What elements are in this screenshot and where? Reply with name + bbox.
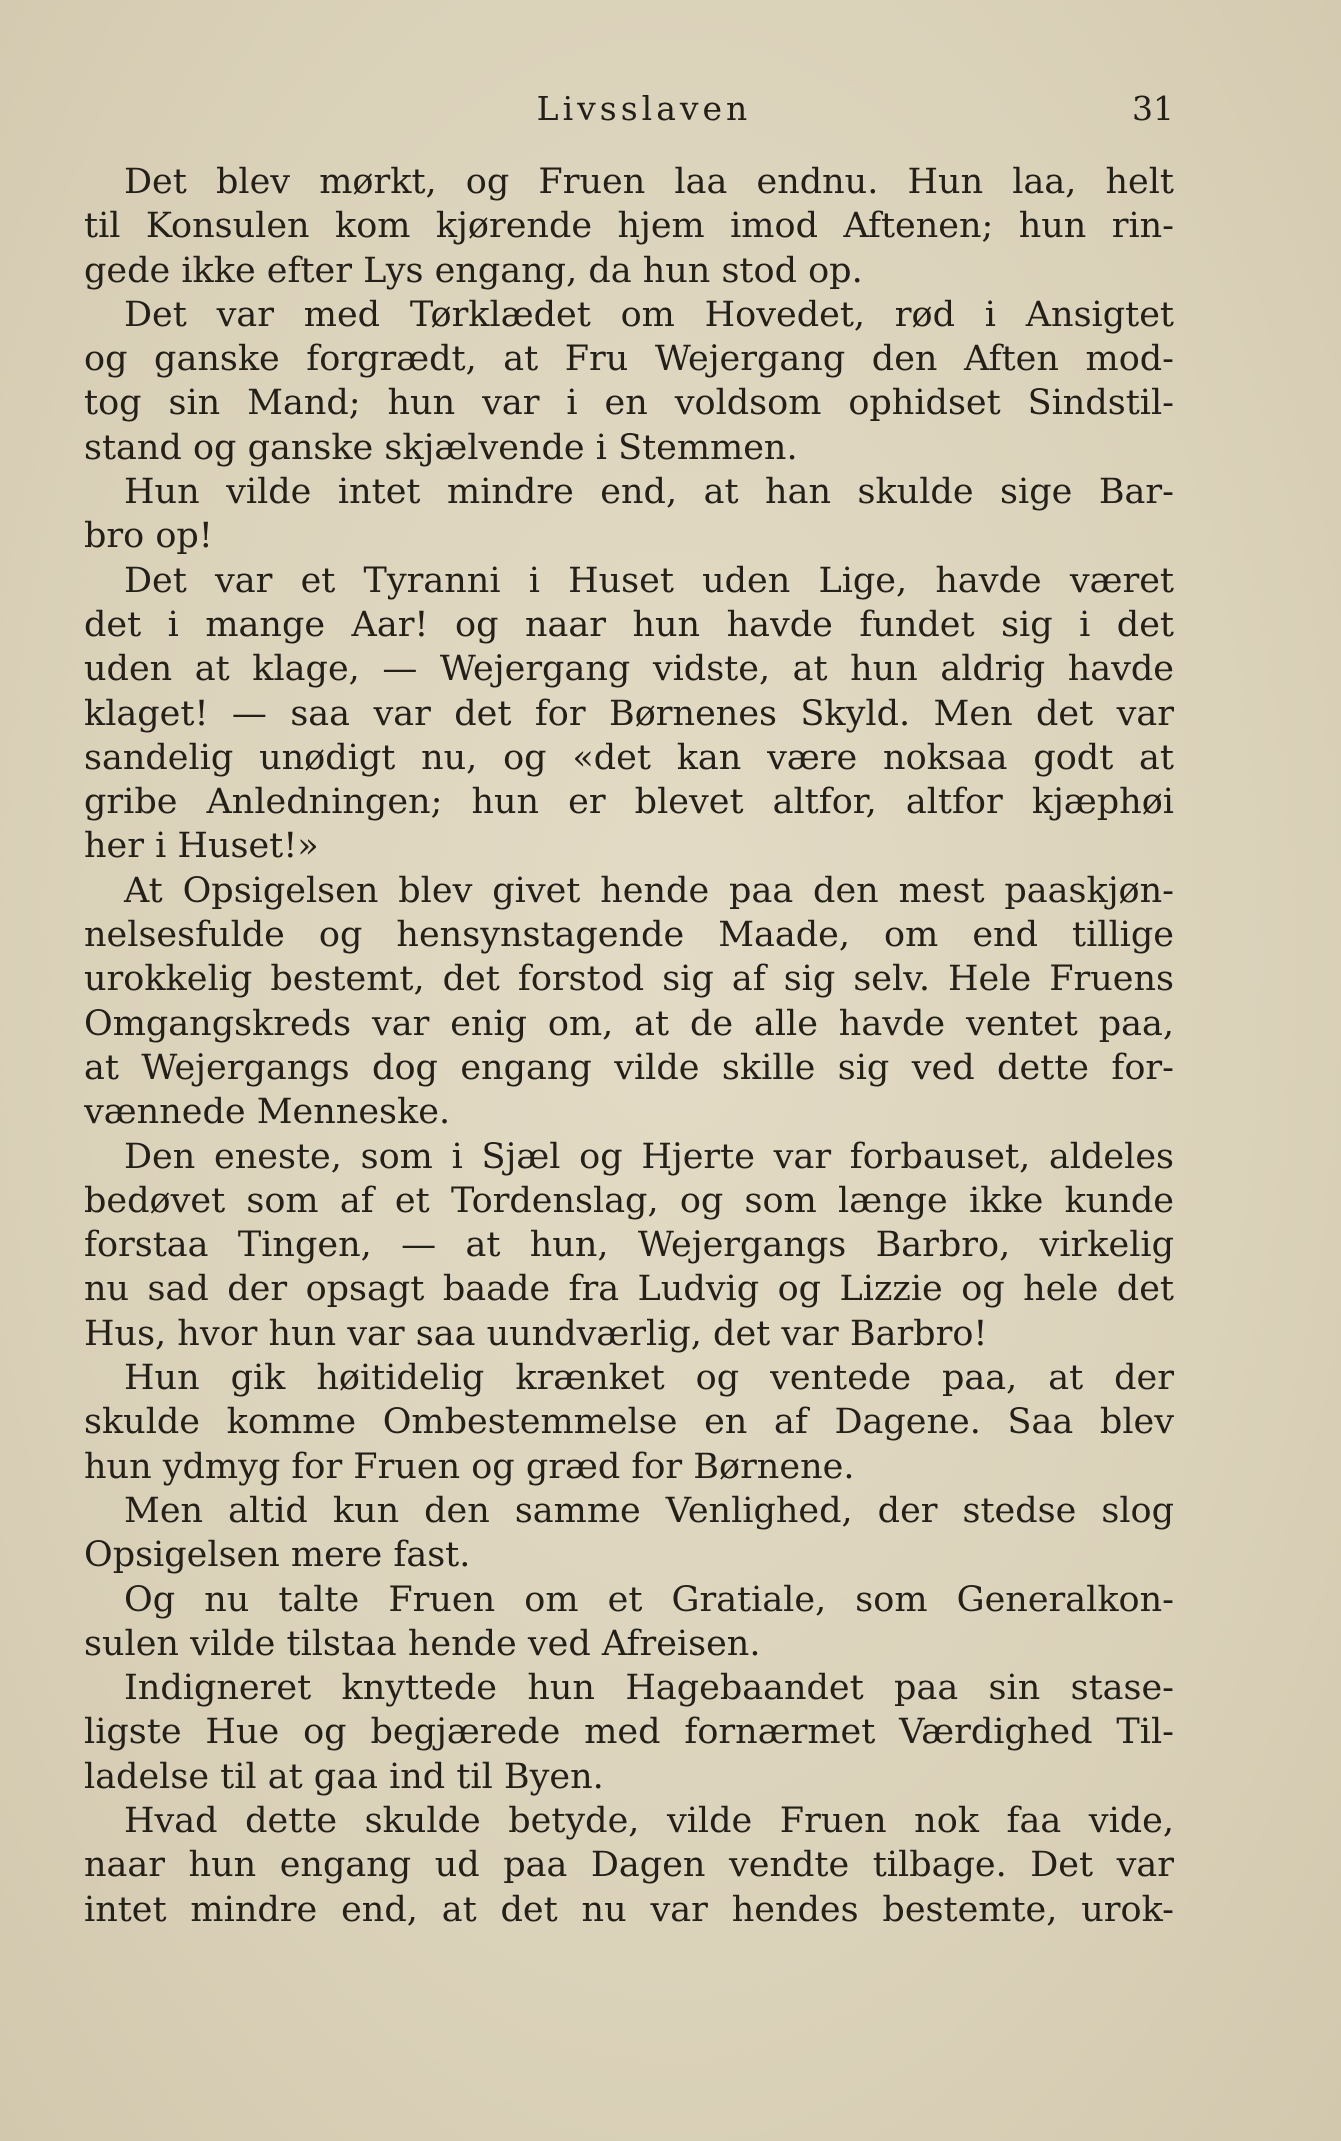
text-line: tog sin Mand; hun var i en voldsom ophidset Sindstil- bbox=[84, 383, 1174, 424]
text-line: stand og ganske skjælvende i Stemmen. bbox=[84, 427, 798, 468]
text-line: Omgangskreds var enig om, at de alle havde ventet paa, bbox=[84, 1003, 1174, 1044]
running-title: Livsslaven bbox=[536, 89, 752, 128]
paragraph bbox=[84, 869, 1174, 1135]
text-line: og ganske forgrædt, at Fru Wejergang den Aften mod- bbox=[84, 339, 1174, 380]
text-line: Det var et Tyranni i Huset uden Lige, havde været bbox=[124, 560, 1174, 601]
text-line: gribe Anledningen; hun er blevet altfor, altfor kjæphøi bbox=[84, 782, 1174, 823]
text-line: Indigneret knyttede hun Hagebaandet paa sin stase- bbox=[124, 1668, 1174, 1709]
text-line: Opsigelsen mere fast. bbox=[84, 1535, 471, 1576]
text-line: Det blev mørkt, og Fruen laa endnu. Hun laa, helt bbox=[124, 162, 1174, 202]
text-line: bro op! bbox=[84, 516, 213, 557]
paragraph bbox=[84, 1799, 1174, 1932]
text-line: naar hun engang ud paa Dagen vendte tilbage. Det var bbox=[84, 1845, 1174, 1886]
text-line: skulde komme Ombestemmelse en af Dagene. Saa blev bbox=[84, 1402, 1174, 1443]
text-line: Hun gik høitidelig krænket og ventede paa, at der bbox=[124, 1358, 1174, 1399]
text-line: Men altid kun den samme Venlighed, der stedse slog bbox=[124, 1490, 1174, 1531]
paragraph bbox=[84, 1666, 1174, 1799]
running-head bbox=[84, 84, 1174, 134]
text-line: bedøvet som af et Tordenslag, og som længe ikke kunde bbox=[84, 1180, 1174, 1221]
paragraph bbox=[84, 470, 1174, 559]
text-line: intet mindre end, at det nu var hendes bestemte, urok- bbox=[84, 1889, 1174, 1930]
text-line: Hus, hvor hun var saa uundværlig, det var Barbro! bbox=[84, 1313, 988, 1354]
text-line: sulen vilde tilstaa hende ved Afreisen. bbox=[84, 1623, 761, 1664]
text-line: nelsesfulde og hensynstagende Maade, om end tillige bbox=[84, 915, 1174, 956]
text-line: klaget! — saa var det for Børnenes Skyld. Men det var bbox=[84, 693, 1174, 734]
text-line: hun ydmyg for Fruen og græd for Børnene. bbox=[84, 1446, 855, 1487]
text-line: ligste Hue og begjærede med fornærmet Værdighed Til- bbox=[84, 1712, 1174, 1753]
text-line: sandelig unødigt nu, og «det kan være noksaa godt at bbox=[84, 737, 1174, 778]
text-line: Og nu talte Fruen om et Gratiale, som Generalkon- bbox=[124, 1579, 1174, 1620]
body-text bbox=[84, 160, 1174, 1932]
text-line: forstaa Tingen, — at hun, Wejergangs Barbro, virkelig bbox=[84, 1225, 1174, 1266]
paragraph bbox=[84, 1135, 1174, 1356]
paragraph bbox=[84, 1356, 1174, 1489]
paragraph bbox=[84, 160, 1174, 293]
page-number: 31 bbox=[1132, 89, 1174, 128]
text-line: uden at klage, — Wejergang vidste, at hun aldrig havde bbox=[84, 649, 1174, 690]
text-line: Det var med Tørklædet om Hovedet, rød i Ansigtet bbox=[124, 294, 1174, 335]
text-line: til Konsulen kom kjørende hjem imod Aftenen; hun rin- bbox=[84, 206, 1174, 247]
text-line: Hun vilde intet mindre end, at han skulde sige Bar- bbox=[124, 472, 1174, 513]
text-line: det i mange Aar! og naar hun havde fundet sig i det bbox=[84, 604, 1174, 645]
paragraph bbox=[84, 1489, 1174, 1578]
paragraph bbox=[84, 293, 1174, 470]
text-line: urokkelig bestemt, det forstod sig af sig selv. Hele Fruens bbox=[84, 959, 1174, 1000]
paragraph bbox=[84, 559, 1174, 869]
text-line: vænnede Menneske. bbox=[84, 1092, 451, 1133]
text-line: Den eneste, som i Sjæl og Hjerte var forbauset, aldeles bbox=[124, 1136, 1174, 1177]
text-line: Hvad dette skulde betyde, vilde Fruen nok faa vide, bbox=[124, 1800, 1174, 1841]
text-line: gede ikke efter Lys engang, da hun stod op. bbox=[84, 250, 863, 291]
text-line: ladelse til at gaa ind til Byen. bbox=[84, 1756, 604, 1797]
text-line: nu sad der opsagt baade fra Ludvig og Lizzie og hele det bbox=[84, 1269, 1174, 1310]
text-line: at Wejergangs dog engang vilde skille sig ved dette for- bbox=[84, 1047, 1174, 1088]
text-line: her i Huset!» bbox=[84, 826, 319, 867]
text-line: At Opsigelsen blev givet hende paa den mest paaskjøn- bbox=[124, 870, 1174, 911]
paragraph bbox=[84, 1578, 1174, 1667]
